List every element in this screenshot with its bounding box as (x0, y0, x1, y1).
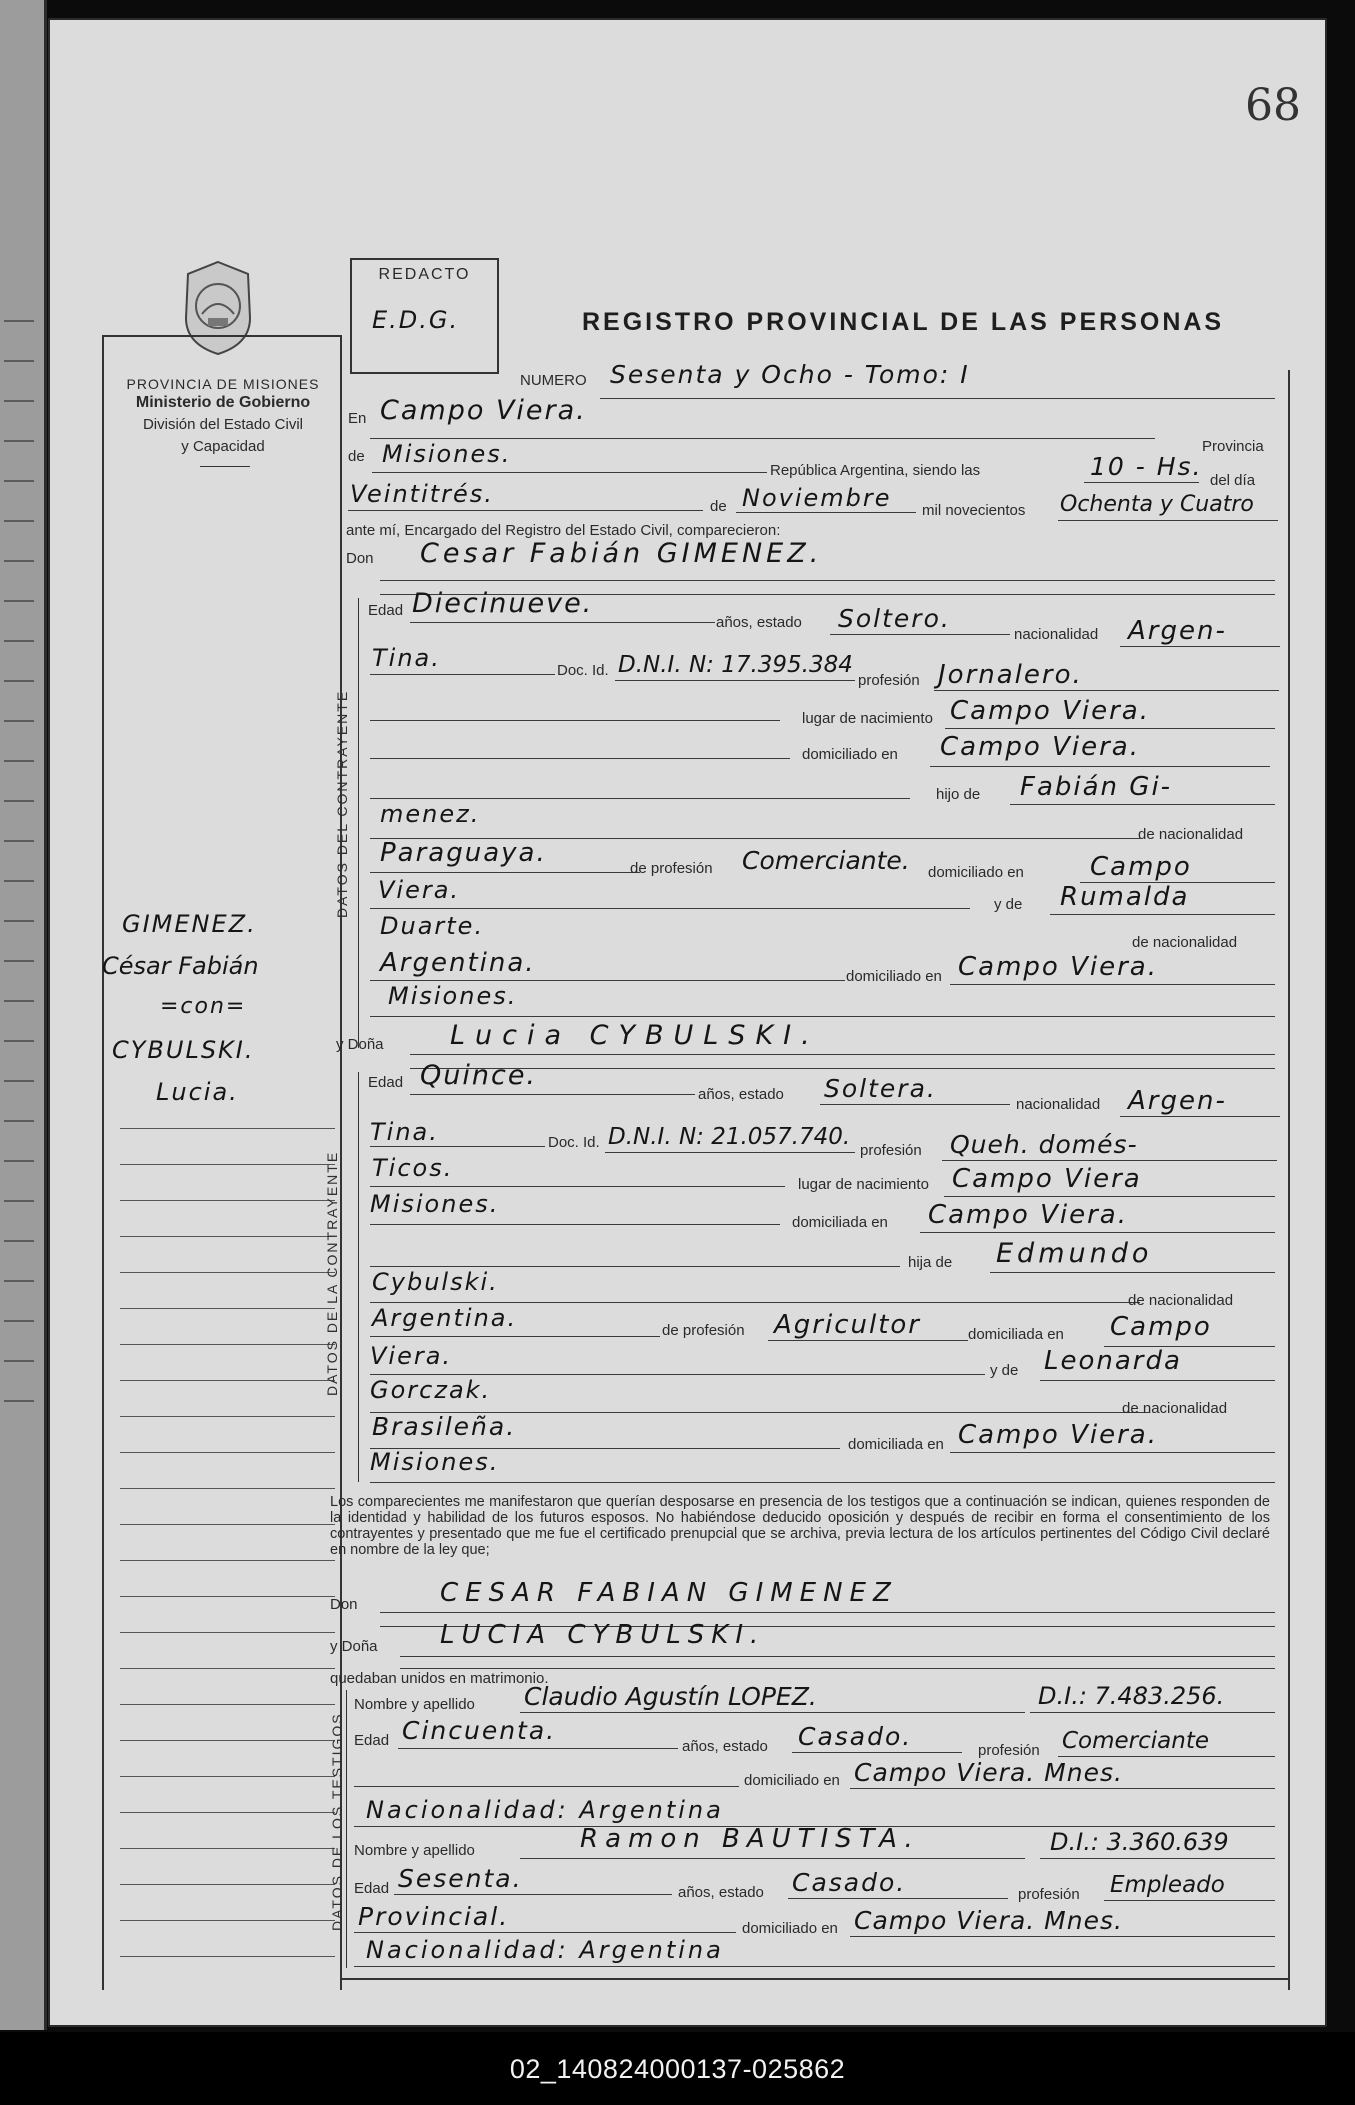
bride-father-cont: Cybulski. (372, 1268, 499, 1296)
de-month-label: de (710, 498, 727, 515)
de-label: de (348, 448, 365, 465)
w2-domicilio: Campo Viera. Mnes. (854, 1906, 1123, 1935)
ante-label: ante mí, Encargado del Registro del Estado Civil, comparecieron: (346, 522, 781, 539)
w1-domicilio: Campo Viera. Mnes. (854, 1758, 1123, 1787)
numero-value: Sesenta y Ocho - Tomo: I (610, 360, 970, 389)
w2-anos-estado-label: años, estado (678, 1884, 764, 1901)
bride-doc-value: D.N.I. N: 21.057.740. (608, 1124, 851, 1150)
groom-doc-label: Doc. Id. (557, 662, 609, 679)
witnesses-section-label: DATOS DE LOS TESTIGOS (329, 1712, 345, 1931)
groom-father-nat-label: de nacionalidad (1138, 826, 1244, 843)
bride-domicilio-label: domiciliada en (792, 1214, 888, 1231)
groom-hijo-label: hijo de (936, 786, 981, 803)
bride-mother-nat: Brasileña. (372, 1412, 517, 1441)
w1-doc: D.I.: 7.483.256. (1038, 1682, 1225, 1710)
declaration-don-label: Don (330, 1596, 358, 1613)
bride-profesion-cont: Ticos. (372, 1154, 454, 1182)
groom-doc-value: D.N.I. N: 17.395.384 (618, 652, 853, 678)
bride-doc-label: Doc. Id. (548, 1134, 600, 1151)
declaration-dona-value: LUCIA CYBULSKI. (440, 1620, 766, 1650)
groom-section-bracket (358, 598, 359, 1048)
groom-y-de-label: y de (994, 896, 1023, 913)
republica-label: República Argentina, siendo las (770, 462, 981, 479)
w2-edad: Sesenta. (398, 1864, 523, 1893)
numero-label: NUMERO (520, 372, 587, 389)
redacto-value: E.D.G. (372, 306, 460, 334)
mil-label: mil novecientos (922, 502, 1026, 519)
margin-bride-name: Lucia. (156, 1078, 239, 1106)
groom-nacionalidad-value: Argen- (1128, 616, 1227, 646)
bottom-frame-rule (340, 1978, 1290, 1980)
provincia-label: Provincia (1202, 438, 1264, 455)
bride-anos-estado-label: años, estado (698, 1086, 784, 1103)
groom-father-value: Fabián Gi- (1020, 772, 1173, 802)
bride-father-dom: Campo (1110, 1312, 1212, 1342)
bride-nacionalidad-value: Argen- (1128, 1086, 1227, 1116)
don-value: Cesar Fabián GIMENEZ. (420, 538, 823, 569)
w1-edad: Cincuenta. (402, 1716, 557, 1745)
groom-nacionalidad-cont: Tina. (372, 644, 441, 672)
w1-edad-label: Edad (354, 1732, 390, 1749)
bride-mother-cont: Gorczak. (370, 1376, 492, 1404)
bride-mother-dom-cont: Misiones. (370, 1448, 500, 1476)
bride-edad-label: Edad (368, 1074, 404, 1091)
seal-emblem (178, 258, 258, 358)
groom-father-dom-cont: Viera. (378, 876, 461, 904)
registry-title: REGISTRO PROVINCIAL DE LAS PERSONAS (582, 308, 1225, 336)
del-dia-label: del día (1210, 472, 1256, 489)
margin-bride-surname: CYBULSKI. (112, 1036, 255, 1064)
bride-section-bracket (358, 1072, 359, 1482)
bride-mother-nat-label: de nacionalidad (1122, 1400, 1228, 1417)
groom-edad-label: Edad (368, 602, 404, 619)
bride-lugar-label: lugar de nacimiento (798, 1176, 929, 1193)
w2-nombre-label: Nombre y apellido (354, 1842, 475, 1859)
right-frame-rule (1288, 370, 1290, 1990)
w2-doc: D.I.: 3.360.639 (1050, 1828, 1229, 1856)
bride-profesion-label: profesión (860, 1142, 922, 1159)
w1-nombre-label: Nombre y apellido (354, 1696, 475, 1713)
en-value: Campo Viera. (380, 395, 587, 426)
declaration-text: Los comparecientes me manifestaron que querían desposarse en presencia de los testigos que a continuación se indican, quienes responden de la identidad y habilidad de los futuros esposos. No habiéndose deducido oposición y después de recibir en forma el consentimiento de los contrayentes y presentado que me fue el certificado prenupcial que se archiva, previa lectura de los artículos pertinentes del Código Civil declaré en nombre de la ley que; (330, 1494, 1270, 1558)
province-value: Misiones. (382, 440, 512, 468)
groom-anos-estado-label: años, estado (716, 614, 802, 631)
bride-section-label: DATOS DE LA CONTRAYENTE (324, 1150, 340, 1396)
groom-lugar-label: lugar de nacimiento (802, 710, 933, 727)
groom-section-label: DATOS DEL CONTRAYENTE (334, 689, 350, 918)
w2-profesion-label: profesión (1018, 1886, 1080, 1903)
declaration-don-value: CESAR FABIAN GIMENEZ (440, 1578, 898, 1608)
bride-edad-value: Quince. (420, 1060, 538, 1091)
bride-father-nat: Argentina. (372, 1304, 518, 1332)
header-divider (200, 466, 250, 467)
groom-domicilio-label: domiciliado en (802, 746, 898, 763)
margin-groom-surname: GIMENEZ. (122, 910, 257, 938)
groom-father-dom: Campo (1090, 852, 1192, 882)
groom-father-nat: Paraguaya. (380, 838, 547, 868)
groom-lugar-value: Campo Viera. (950, 696, 1150, 726)
groom-mother-dom-cont: Misiones. (388, 982, 518, 1010)
spine-marks (0, 0, 44, 2030)
groom-profesion-value: Jornalero. (938, 660, 1083, 690)
w2-profesion: Empleado (1110, 1872, 1225, 1898)
don-label: Don (346, 550, 374, 567)
ministry-label: Ministerio de Gobierno (135, 394, 311, 411)
bride-estado-value: Soltera. (824, 1074, 937, 1103)
w1-domiciliado-label: domiciliado en (744, 1772, 840, 1789)
groom-father-prof-label: de profesión (630, 860, 713, 877)
province-label: PROVINCIA DE MISIONES (126, 376, 320, 392)
groom-father-dom-label: domiciliado en (928, 864, 1024, 881)
bride-mother-value: Leonarda (1044, 1346, 1182, 1376)
dona-value: Lucia CYBULSKI. (450, 1020, 820, 1051)
w2-domiciliado-label: domiciliado en (742, 1920, 838, 1937)
bride-profesion-value: Queh. domés- (950, 1130, 1138, 1159)
footer-code: 02_140824000137-025862 (509, 2054, 846, 2084)
left-margin-rule (102, 335, 104, 1990)
w2-name: Ramon BAUTISTA. (580, 1824, 920, 1854)
w2-nacionalidad: Nacionalidad: Argentina (366, 1936, 724, 1964)
bride-lugar-cont: Misiones. (370, 1190, 500, 1218)
bride-mother-dom-label: domiciliada en (848, 1436, 944, 1453)
groom-edad-value: Diecinueve. (412, 588, 594, 619)
groom-nacionalidad-label: nacionalidad (1014, 626, 1099, 643)
w1-profesion: Comerciante (1062, 1728, 1210, 1754)
groom-mother-value: Rumalda (1060, 882, 1190, 912)
declaration-closing: quedaban unidos en matrimonio. (330, 1670, 549, 1687)
year-value: Ochenta y Cuatro (1060, 492, 1254, 517)
bride-hija-label: hija de (908, 1254, 953, 1271)
redacto-box (350, 258, 499, 374)
witnesses-section-bracket (346, 1690, 347, 1968)
y-dona-label: y Doña (336, 1036, 384, 1053)
groom-father-cont: menez. (380, 800, 481, 828)
bride-father-dom-cont: Viera. (370, 1342, 453, 1370)
groom-profesion-label: profesión (858, 672, 920, 689)
page-number: 68 (1245, 80, 1301, 131)
bride-lugar-value: Campo Viera (952, 1164, 1142, 1194)
declaration-dona-label: y Doña (330, 1638, 378, 1655)
margin-groom-name: César Fabián (102, 952, 259, 980)
bride-father-nat-label: de nacionalidad (1128, 1292, 1234, 1309)
w1-nacionalidad: Nacionalidad: Argentina (366, 1796, 724, 1824)
capacity-label: y Capacidad (181, 438, 265, 455)
groom-mother-cont: Duarte. (380, 912, 485, 940)
margin-top-rule (102, 335, 340, 337)
groom-mother-dom-label: domiciliado en (846, 968, 942, 985)
bride-father-prof-label: de profesión (662, 1322, 745, 1339)
bride-father-prof: Agricultor (774, 1310, 921, 1340)
hour-value: 10 - Hs. (1090, 452, 1203, 481)
redacto-label: REDACTO (378, 266, 471, 283)
en-label: En (348, 410, 367, 427)
w1-profesion-label: profesión (978, 1742, 1040, 1759)
registry-page (48, 18, 1327, 2027)
w2-edad-label: Edad (354, 1880, 390, 1897)
margin-con: =con= (160, 994, 247, 1019)
bride-mother-dom: Campo Viera. (958, 1420, 1158, 1450)
month-value: Noviembre (742, 484, 892, 512)
bride-nacionalidad-cont: Tina. (370, 1118, 439, 1146)
groom-domicilio-value: Campo Viera. (940, 732, 1140, 762)
groom-mother-dom: Campo Viera. (958, 952, 1158, 982)
w2-profesion-cont: Provincial. (358, 1902, 510, 1931)
scan-footer-bar (0, 2032, 1355, 2105)
groom-mother-nat-label: de nacionalidad (1132, 934, 1238, 951)
w1-name: Claudio Agustín LOPEZ. (524, 1682, 817, 1711)
bride-father-value: Edmundo (996, 1238, 1153, 1269)
bride-father-dom-label: domiciliada en (968, 1326, 1064, 1343)
bride-y-de-label: y de (990, 1362, 1019, 1379)
division-label: División del Estado Civil (142, 416, 304, 433)
groom-mother-nat: Argentina. (380, 948, 536, 978)
groom-father-prof: Comerciante. (742, 846, 910, 875)
day-value: Veintitrés. (350, 480, 494, 508)
w1-estado: Casado. (798, 1722, 913, 1751)
bride-nacionalidad-label: nacionalidad (1016, 1096, 1101, 1113)
groom-estado-value: Soltero. (838, 604, 951, 633)
bride-domicilio-value: Campo Viera. (928, 1200, 1128, 1230)
w1-anos-estado-label: años, estado (682, 1738, 768, 1755)
w2-estado: Casado. (792, 1868, 907, 1897)
